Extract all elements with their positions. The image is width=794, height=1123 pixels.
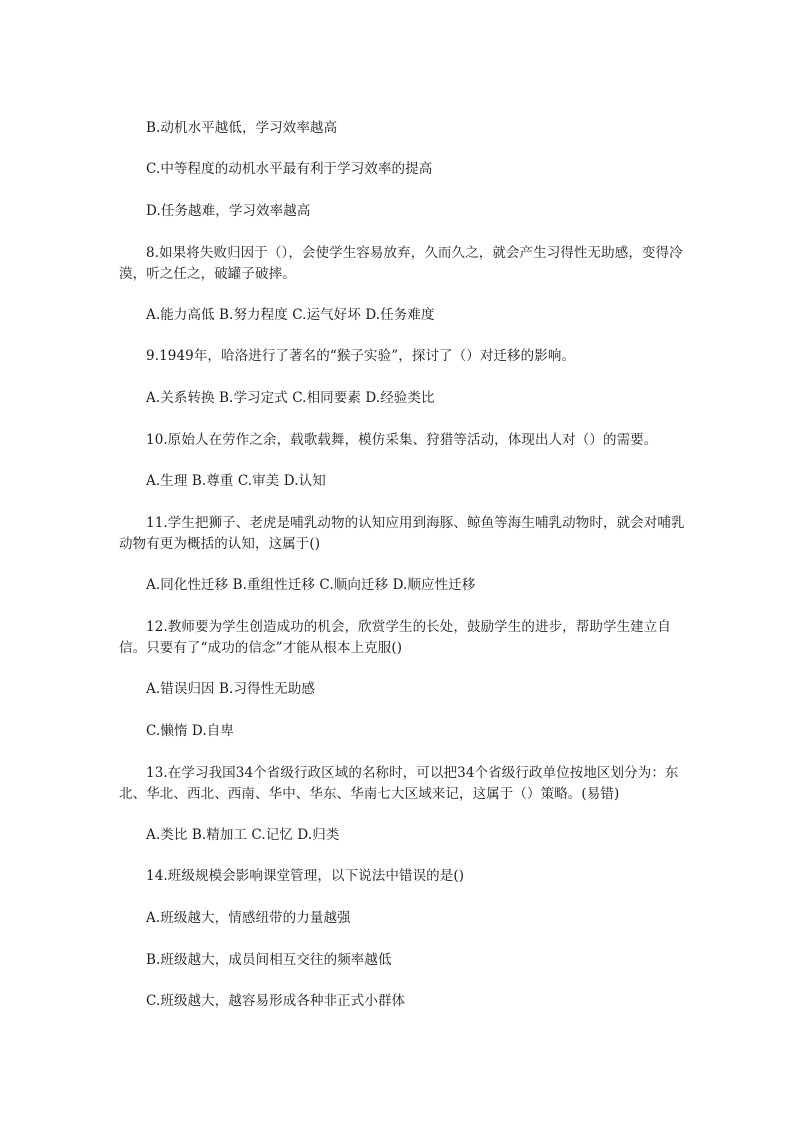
option-line: B.动机水平越低，学习效率越高	[146, 120, 338, 136]
option-line: A.同化性迁移 B.重组性迁移 C.顺向迁移 D.顺应性迁移	[146, 577, 476, 593]
option-line: A.能力高低 B.努力程度 C.运气好坏 D.任务难度	[146, 307, 435, 323]
question-9: 9.1949年，哈洛进行了著名的“猴子实验”，探讨了（）对迁移的影响。	[146, 348, 576, 364]
option-line: C.懒惰 D.自卑	[146, 723, 234, 739]
question-11: 11.学生把狮子、老虎是哺乳动物的认知应用到海豚、鲸鱼等海生哺乳动物时，就会对哺乳动物有更为概括的认知，这属于()	[119, 515, 685, 552]
option-line: D.任务越难，学习效率越高	[146, 203, 311, 219]
question-13: 13.在学习我国34个省级行政区域的名称时，可以把34个省级行政单位按地区划分为：东北、华北、西北、西南、华中、华东、华南七大区域来记，这属于（）策略。(易错)	[119, 765, 679, 802]
question-10: 10.原始人在劳作之余，载歌载舞，模仿采集、狩猎等活动，体现出人对（）的需要。	[146, 432, 658, 448]
option-line: C.班级越大，越容易形成各种非正式小群体	[146, 993, 406, 1009]
option-line: B.班级越大，成员间相互交往的频率越低	[146, 952, 392, 968]
option-line: A.关系转换 B.学习定式 C.相同要素 D.经验类比	[146, 390, 435, 406]
option-line: C.中等程度的动机水平最有利于学习效率的提高	[146, 161, 433, 177]
question-8: 8.如果将失败归因于（），会使学生容易放弃，久而久之，就会产生习得性无助感，变得冷漠，听之任之，破罐子破摔。	[119, 245, 683, 282]
question-14: 14.班级规模会影响课堂管理，以下说法中错误的是()	[146, 868, 465, 884]
option-line: A.生理 B.尊重 C.审美 D.认知	[146, 473, 326, 489]
option-line: A.类比 B.精加工 C.记忆 D.归类	[146, 827, 340, 843]
question-12: 12.教师要为学生创造成功的机会，欣赏学生的长处，鼓励学生的进步，帮助学生建立自信。只要有了“成功的信念”才能从根本上克服()	[119, 619, 671, 656]
option-line: A.错误归因 B.习得性无助感	[146, 681, 316, 697]
option-line: A.班级越大，情感纽带的力量越强	[146, 910, 351, 926]
